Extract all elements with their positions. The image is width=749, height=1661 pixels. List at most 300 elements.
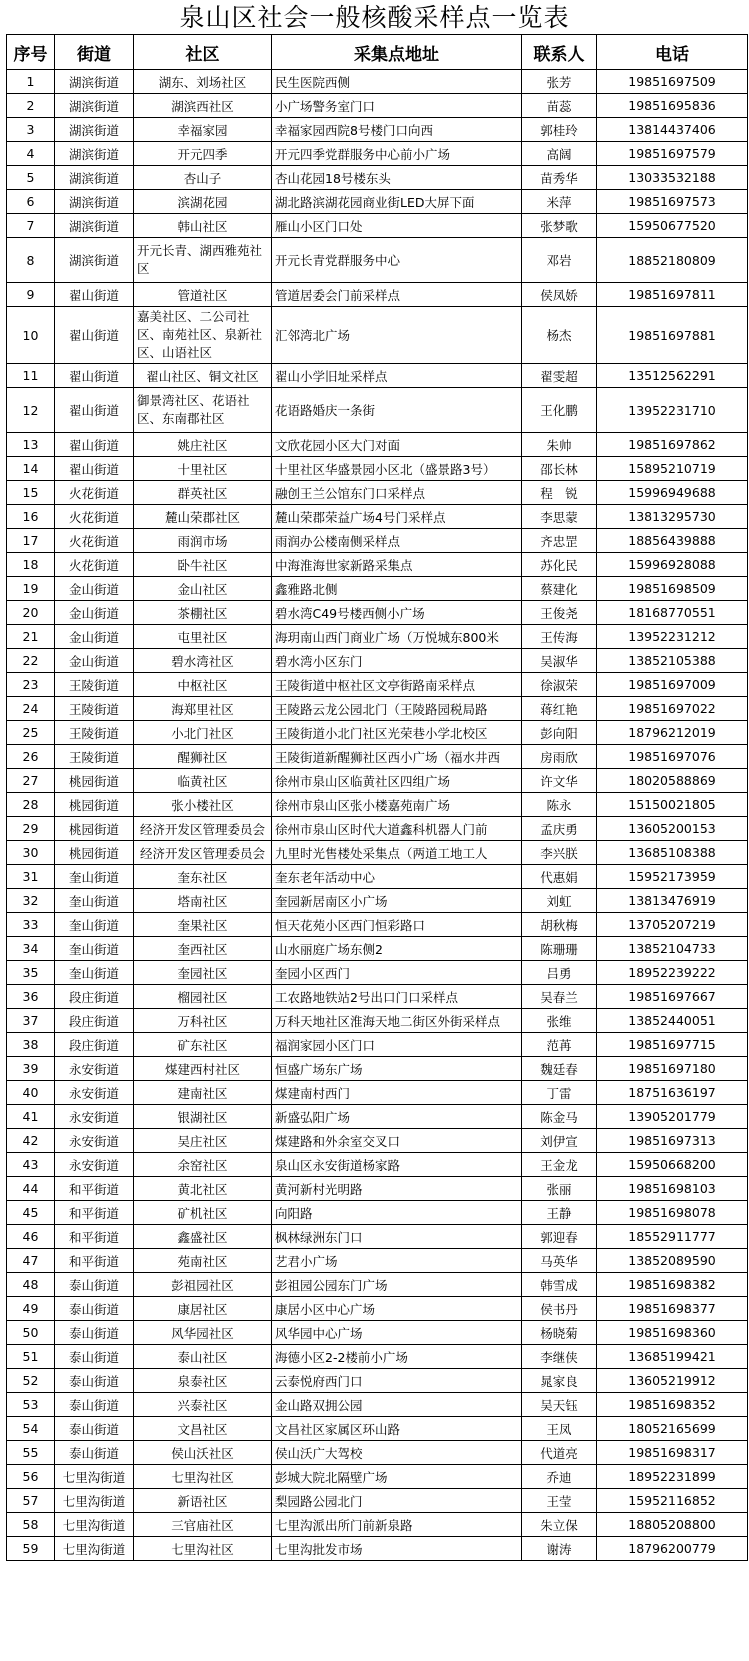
table-row bbox=[7, 649, 748, 673]
table-row bbox=[7, 1441, 748, 1465]
cell-contact: 陈金马 bbox=[522, 1105, 597, 1129]
cell-street: 奎山街道 bbox=[55, 961, 134, 985]
cell-street: 火花街道 bbox=[55, 505, 134, 529]
cell-phone: 18796212019 bbox=[597, 721, 748, 745]
cell-street: 奎山街道 bbox=[55, 937, 134, 961]
cell-contact: 邓岩 bbox=[522, 238, 597, 283]
cell-contact: 陈珊珊 bbox=[522, 937, 597, 961]
cell-phone: 18552911777 bbox=[597, 1225, 748, 1249]
cell-community: 开元四季 bbox=[134, 142, 272, 166]
cell-street: 湖滨街道 bbox=[55, 118, 134, 142]
cell-community: 经济开发区管理委员会 bbox=[134, 841, 272, 865]
cell-phone: 19851698352 bbox=[597, 1393, 748, 1417]
cell-phone: 19851698360 bbox=[597, 1321, 748, 1345]
cell-contact: 胡秋梅 bbox=[522, 913, 597, 937]
table-row bbox=[7, 364, 748, 388]
cell-street: 火花街道 bbox=[55, 481, 134, 505]
cell-phone: 13952231710 bbox=[597, 388, 748, 433]
cell-street: 泰山街道 bbox=[55, 1369, 134, 1393]
table-row bbox=[7, 913, 748, 937]
cell-street: 段庄街道 bbox=[55, 1009, 134, 1033]
cell-no: 48 bbox=[7, 1273, 55, 1297]
cell-no: 35 bbox=[7, 961, 55, 985]
cell-no: 16 bbox=[7, 505, 55, 529]
cell-no: 52 bbox=[7, 1369, 55, 1393]
table-row bbox=[7, 1369, 748, 1393]
cell-no: 36 bbox=[7, 985, 55, 1009]
cell-contact: 李继侠 bbox=[522, 1345, 597, 1369]
cell-phone: 15952116852 bbox=[597, 1489, 748, 1513]
cell-no: 50 bbox=[7, 1321, 55, 1345]
cell-no: 27 bbox=[7, 769, 55, 793]
cell-address: 花语路婚庆一条街 bbox=[272, 388, 522, 433]
cell-address: 文昌社区家属区环山路 bbox=[272, 1417, 522, 1441]
cell-address: 中海淮海世家新路采集点 bbox=[272, 553, 522, 577]
cell-address: 新盛弘阳广场 bbox=[272, 1105, 522, 1129]
cell-phone: 19851697313 bbox=[597, 1129, 748, 1153]
header-phone: 电话 bbox=[597, 35, 748, 70]
cell-street: 桃园街道 bbox=[55, 769, 134, 793]
cell-phone: 19851697022 bbox=[597, 697, 748, 721]
cell-phone: 13852104733 bbox=[597, 937, 748, 961]
cell-address: 王陵街道新醒狮社区西小广场（福水井西 bbox=[272, 745, 522, 769]
cell-phone: 15150021805 bbox=[597, 793, 748, 817]
cell-community: 彭祖园社区 bbox=[134, 1273, 272, 1297]
table-row bbox=[7, 721, 748, 745]
cell-street: 永安街道 bbox=[55, 1129, 134, 1153]
cell-street: 泰山街道 bbox=[55, 1441, 134, 1465]
cell-street: 奎山街道 bbox=[55, 865, 134, 889]
cell-no: 47 bbox=[7, 1249, 55, 1273]
cell-community: 经济开发区管理委员会 bbox=[134, 817, 272, 841]
cell-no: 20 bbox=[7, 601, 55, 625]
cell-phone: 19851697509 bbox=[597, 70, 748, 94]
cell-contact: 蒋红艳 bbox=[522, 697, 597, 721]
cell-phone: 13852440051 bbox=[597, 1009, 748, 1033]
cell-address: 福润家园小区门口 bbox=[272, 1033, 522, 1057]
cell-no: 59 bbox=[7, 1537, 55, 1561]
cell-contact: 蔡建化 bbox=[522, 577, 597, 601]
table-row bbox=[7, 745, 748, 769]
cell-address: 泉山区永安街道杨家路 bbox=[272, 1153, 522, 1177]
cell-community: 风华园社区 bbox=[134, 1321, 272, 1345]
table-row bbox=[7, 1177, 748, 1201]
table-row bbox=[7, 625, 748, 649]
cell-street: 永安街道 bbox=[55, 1105, 134, 1129]
cell-contact: 吕勇 bbox=[522, 961, 597, 985]
cell-contact: 乔迪 bbox=[522, 1465, 597, 1489]
cell-street: 王陵街道 bbox=[55, 697, 134, 721]
cell-phone: 13605200153 bbox=[597, 817, 748, 841]
cell-no: 25 bbox=[7, 721, 55, 745]
cell-phone: 19851697811 bbox=[597, 283, 748, 307]
cell-phone: 13905201779 bbox=[597, 1105, 748, 1129]
cell-community: 塔南社区 bbox=[134, 889, 272, 913]
cell-phone: 13705207219 bbox=[597, 913, 748, 937]
table-row bbox=[7, 577, 748, 601]
cell-phone: 19851697715 bbox=[597, 1033, 748, 1057]
table-row bbox=[7, 1033, 748, 1057]
cell-contact: 高阔 bbox=[522, 142, 597, 166]
cell-contact: 郭迎春 bbox=[522, 1225, 597, 1249]
cell-phone: 19851698382 bbox=[597, 1273, 748, 1297]
cell-address: 开元长青党群服务中心 bbox=[272, 238, 522, 283]
cell-address: 汇邻湾北广场 bbox=[272, 307, 522, 364]
cell-street: 段庄街道 bbox=[55, 1033, 134, 1057]
cell-no: 26 bbox=[7, 745, 55, 769]
cell-contact: 许文华 bbox=[522, 769, 597, 793]
cell-contact: 苏化民 bbox=[522, 553, 597, 577]
cell-phone: 19851697862 bbox=[597, 433, 748, 457]
cell-address: 奎园新居南区小广场 bbox=[272, 889, 522, 913]
table-row bbox=[7, 1057, 748, 1081]
cell-no: 40 bbox=[7, 1081, 55, 1105]
cell-phone: 15996928088 bbox=[597, 553, 748, 577]
cell-phone: 13852105388 bbox=[597, 649, 748, 673]
cell-no: 57 bbox=[7, 1489, 55, 1513]
cell-community: 文昌社区 bbox=[134, 1417, 272, 1441]
cell-phone: 19851697009 bbox=[597, 673, 748, 697]
table-row bbox=[7, 1105, 748, 1129]
cell-community: 屯里社区 bbox=[134, 625, 272, 649]
cell-contact: 魏廷春 bbox=[522, 1057, 597, 1081]
cell-street: 湖滨街道 bbox=[55, 166, 134, 190]
header-street: 街道 bbox=[55, 35, 134, 70]
cell-address: 翟山小学旧址采样点 bbox=[272, 364, 522, 388]
cell-community: 新语社区 bbox=[134, 1489, 272, 1513]
cell-address: 民生医院西侧 bbox=[272, 70, 522, 94]
table-row bbox=[7, 283, 748, 307]
cell-community: 翟山社区、铜文社区 bbox=[134, 364, 272, 388]
cell-contact: 范苒 bbox=[522, 1033, 597, 1057]
cell-address: 十里社区华盛景园小区北（盛景路3号） bbox=[272, 457, 522, 481]
cell-address: 山水丽庭广场东侧2 bbox=[272, 937, 522, 961]
cell-no: 4 bbox=[7, 142, 55, 166]
cell-street: 永安街道 bbox=[55, 1153, 134, 1177]
cell-address: 湖北路滨湖花园商业街LED大屏下面 bbox=[272, 190, 522, 214]
cell-street: 桃园街道 bbox=[55, 817, 134, 841]
table-row bbox=[7, 457, 748, 481]
cell-phone: 13605219912 bbox=[597, 1369, 748, 1393]
cell-no: 2 bbox=[7, 94, 55, 118]
cell-address: 碧水湾C49号楼西侧小广场 bbox=[272, 601, 522, 625]
cell-phone: 18852180809 bbox=[597, 238, 748, 283]
table-row bbox=[7, 1273, 748, 1297]
cell-phone: 19851698103 bbox=[597, 1177, 748, 1201]
cell-street: 永安街道 bbox=[55, 1081, 134, 1105]
cell-community: 湖滨西社区 bbox=[134, 94, 272, 118]
cell-contact: 晁家良 bbox=[522, 1369, 597, 1393]
table-header-row bbox=[7, 35, 748, 70]
cell-contact: 马英华 bbox=[522, 1249, 597, 1273]
table-row bbox=[7, 166, 748, 190]
cell-contact: 刘虹 bbox=[522, 889, 597, 913]
cell-street: 段庄街道 bbox=[55, 985, 134, 1009]
cell-no: 17 bbox=[7, 529, 55, 553]
cell-community: 侯山沃社区 bbox=[134, 1441, 272, 1465]
table-row bbox=[7, 817, 748, 841]
cell-contact: 张芳 bbox=[522, 70, 597, 94]
cell-no: 3 bbox=[7, 118, 55, 142]
cell-phone: 18168770551 bbox=[597, 601, 748, 625]
cell-phone: 13512562291 bbox=[597, 364, 748, 388]
cell-no: 56 bbox=[7, 1465, 55, 1489]
cell-address: 王陵街道中枢社区文亭街路南采样点 bbox=[272, 673, 522, 697]
cell-street: 桃园街道 bbox=[55, 793, 134, 817]
cell-street: 金山街道 bbox=[55, 577, 134, 601]
cell-address: 康居小区中心广场 bbox=[272, 1297, 522, 1321]
table-row bbox=[7, 889, 748, 913]
table-row bbox=[7, 1417, 748, 1441]
cell-no: 39 bbox=[7, 1057, 55, 1081]
cell-no: 11 bbox=[7, 364, 55, 388]
cell-address: 七里沟派出所门前新泉路 bbox=[272, 1513, 522, 1537]
cell-community: 杏山子 bbox=[134, 166, 272, 190]
cell-street: 金山街道 bbox=[55, 601, 134, 625]
cell-address: 雨润办公楼南侧采样点 bbox=[272, 529, 522, 553]
cell-address: 徐州市泉山区临黄社区四组广场 bbox=[272, 769, 522, 793]
cell-community: 韩山社区 bbox=[134, 214, 272, 238]
cell-community: 矿机社区 bbox=[134, 1201, 272, 1225]
cell-phone: 13685108388 bbox=[597, 841, 748, 865]
cell-no: 19 bbox=[7, 577, 55, 601]
cell-street: 金山街道 bbox=[55, 625, 134, 649]
table-row bbox=[7, 1321, 748, 1345]
table-row bbox=[7, 1009, 748, 1033]
cell-community: 茶棚社区 bbox=[134, 601, 272, 625]
table-row bbox=[7, 1465, 748, 1489]
table-row bbox=[7, 1153, 748, 1177]
cell-contact: 代道亮 bbox=[522, 1441, 597, 1465]
cell-no: 33 bbox=[7, 913, 55, 937]
cell-contact: 王静 bbox=[522, 1201, 597, 1225]
cell-street: 湖滨街道 bbox=[55, 190, 134, 214]
cell-address: 幸福家园西院8号楼门口向西 bbox=[272, 118, 522, 142]
page-title: 泉山区社会一般核酸采样点一览表 bbox=[179, 3, 570, 32]
cell-phone: 19851697579 bbox=[597, 142, 748, 166]
table-row bbox=[7, 388, 748, 433]
cell-phone: 19851697881 bbox=[597, 307, 748, 364]
cell-address: 海德小区2-2楼前小广场 bbox=[272, 1345, 522, 1369]
cell-no: 28 bbox=[7, 793, 55, 817]
cell-street: 奎山街道 bbox=[55, 913, 134, 937]
cell-community: 煤建西村社区 bbox=[134, 1057, 272, 1081]
cell-community: 麓山荣郡社区 bbox=[134, 505, 272, 529]
cell-address: 恒天花苑小区西门恒彩路口 bbox=[272, 913, 522, 937]
cell-community: 幸福家园 bbox=[134, 118, 272, 142]
cell-street: 湖滨街道 bbox=[55, 94, 134, 118]
cell-community: 卧牛社区 bbox=[134, 553, 272, 577]
table-row bbox=[7, 529, 748, 553]
cell-community: 七里沟社区 bbox=[134, 1465, 272, 1489]
cell-no: 38 bbox=[7, 1033, 55, 1057]
cell-phone: 13685199421 bbox=[597, 1345, 748, 1369]
cell-address: 枫林绿洲东门口 bbox=[272, 1225, 522, 1249]
table-row bbox=[7, 769, 748, 793]
cell-community: 鑫盛社区 bbox=[134, 1225, 272, 1249]
table-row bbox=[7, 1513, 748, 1537]
cell-community: 榴园社区 bbox=[134, 985, 272, 1009]
cell-no: 53 bbox=[7, 1393, 55, 1417]
cell-no: 9 bbox=[7, 283, 55, 307]
cell-address: 王陵路云龙公园北门（王陵路园税局路 bbox=[272, 697, 522, 721]
cell-no: 51 bbox=[7, 1345, 55, 1369]
cell-community: 御景湾社区、花语社区、东南郡社区 bbox=[134, 388, 272, 433]
table-row bbox=[7, 1129, 748, 1153]
cell-contact: 谢涛 bbox=[522, 1537, 597, 1561]
cell-phone: 15952173959 bbox=[597, 865, 748, 889]
cell-address: 七里沟批发市场 bbox=[272, 1537, 522, 1561]
cell-no: 1 bbox=[7, 70, 55, 94]
cell-street: 七里沟街道 bbox=[55, 1465, 134, 1489]
cell-phone: 13813295730 bbox=[597, 505, 748, 529]
cell-street: 七里沟街道 bbox=[55, 1537, 134, 1561]
table-row bbox=[7, 1201, 748, 1225]
cell-no: 55 bbox=[7, 1441, 55, 1465]
cell-address: 彭城大院北隔壁广场 bbox=[272, 1465, 522, 1489]
cell-no: 41 bbox=[7, 1105, 55, 1129]
cell-address: 文欣花园小区大门对面 bbox=[272, 433, 522, 457]
header-address: 采集点地址 bbox=[272, 35, 522, 70]
cell-contact: 刘伊宣 bbox=[522, 1129, 597, 1153]
cell-community: 湖东、刘场社区 bbox=[134, 70, 272, 94]
table-row bbox=[7, 1537, 748, 1561]
cell-contact: 朱立保 bbox=[522, 1513, 597, 1537]
cell-contact: 王传海 bbox=[522, 625, 597, 649]
cell-contact: 王俊尧 bbox=[522, 601, 597, 625]
cell-street: 和平街道 bbox=[55, 1249, 134, 1273]
cell-phone: 18805208800 bbox=[597, 1513, 748, 1537]
sampling-points-table bbox=[6, 34, 748, 1561]
cell-community: 吴庄社区 bbox=[134, 1129, 272, 1153]
cell-contact: 杨杰 bbox=[522, 307, 597, 364]
cell-phone: 13852089590 bbox=[597, 1249, 748, 1273]
cell-address: 麓山荣郡荣益广场4号门采样点 bbox=[272, 505, 522, 529]
cell-address: 雁山小区门口处 bbox=[272, 214, 522, 238]
cell-address: 王陵街道小北门社区光荣巷小学北校区 bbox=[272, 721, 522, 745]
cell-street: 湖滨街道 bbox=[55, 142, 134, 166]
cell-community: 苑南社区 bbox=[134, 1249, 272, 1273]
cell-contact: 李思蒙 bbox=[522, 505, 597, 529]
cell-no: 18 bbox=[7, 553, 55, 577]
cell-street: 湖滨街道 bbox=[55, 238, 134, 283]
cell-contact: 房雨欣 bbox=[522, 745, 597, 769]
cell-contact: 王凤 bbox=[522, 1417, 597, 1441]
cell-phone: 18952239222 bbox=[597, 961, 748, 985]
cell-street: 金山街道 bbox=[55, 649, 134, 673]
cell-address: 融创王兰公馆东门口采样点 bbox=[272, 481, 522, 505]
cell-street: 和平街道 bbox=[55, 1201, 134, 1225]
cell-address: 杏山花园18号楼东头 bbox=[272, 166, 522, 190]
cell-street: 七里沟街道 bbox=[55, 1513, 134, 1537]
table-row bbox=[7, 961, 748, 985]
cell-community: 群英社区 bbox=[134, 481, 272, 505]
header-contact: 联系人 bbox=[522, 35, 597, 70]
cell-community: 小北门社区 bbox=[134, 721, 272, 745]
cell-street: 翟山街道 bbox=[55, 433, 134, 457]
cell-street: 湖滨街道 bbox=[55, 70, 134, 94]
cell-community: 金山社区 bbox=[134, 577, 272, 601]
cell-phone: 19851697180 bbox=[597, 1057, 748, 1081]
cell-street: 和平街道 bbox=[55, 1225, 134, 1249]
cell-contact: 侯书丹 bbox=[522, 1297, 597, 1321]
cell-address: 恒盛广场东广场 bbox=[272, 1057, 522, 1081]
cell-street: 火花街道 bbox=[55, 553, 134, 577]
cell-street: 火花街道 bbox=[55, 529, 134, 553]
cell-no: 29 bbox=[7, 817, 55, 841]
cell-street: 泰山街道 bbox=[55, 1273, 134, 1297]
cell-contact: 丁雷 bbox=[522, 1081, 597, 1105]
cell-phone: 18856439888 bbox=[597, 529, 748, 553]
cell-no: 44 bbox=[7, 1177, 55, 1201]
cell-street: 泰山街道 bbox=[55, 1297, 134, 1321]
cell-community: 奎东社区 bbox=[134, 865, 272, 889]
cell-no: 32 bbox=[7, 889, 55, 913]
cell-address: 艺君小广场 bbox=[272, 1249, 522, 1273]
cell-address: 管道居委会门前采样点 bbox=[272, 283, 522, 307]
table-row bbox=[7, 1249, 748, 1273]
cell-community: 临黄社区 bbox=[134, 769, 272, 793]
cell-no: 12 bbox=[7, 388, 55, 433]
cell-no: 13 bbox=[7, 433, 55, 457]
table-row bbox=[7, 433, 748, 457]
cell-community: 七里沟社区 bbox=[134, 1537, 272, 1561]
cell-community: 雨润市场 bbox=[134, 529, 272, 553]
cell-address: 云泰悦府西门口 bbox=[272, 1369, 522, 1393]
cell-contact: 程 锐 bbox=[522, 481, 597, 505]
table-row bbox=[7, 1489, 748, 1513]
cell-phone: 18796200779 bbox=[597, 1537, 748, 1561]
cell-address: 向阳路 bbox=[272, 1201, 522, 1225]
cell-contact: 代惠娟 bbox=[522, 865, 597, 889]
table-row bbox=[7, 553, 748, 577]
cell-street: 翟山街道 bbox=[55, 457, 134, 481]
table-row bbox=[7, 190, 748, 214]
table-row bbox=[7, 1393, 748, 1417]
cell-community: 碧水湾社区 bbox=[134, 649, 272, 673]
cell-no: 37 bbox=[7, 1009, 55, 1033]
cell-contact: 米萍 bbox=[522, 190, 597, 214]
cell-contact: 张丽 bbox=[522, 1177, 597, 1201]
cell-phone: 15996949688 bbox=[597, 481, 748, 505]
cell-phone: 18052165699 bbox=[597, 1417, 748, 1441]
cell-address: 奎东老年活动中心 bbox=[272, 865, 522, 889]
cell-community: 十里社区 bbox=[134, 457, 272, 481]
cell-street: 泰山街道 bbox=[55, 1417, 134, 1441]
cell-phone: 15950677520 bbox=[597, 214, 748, 238]
cell-street: 和平街道 bbox=[55, 1177, 134, 1201]
table-row bbox=[7, 793, 748, 817]
cell-no: 54 bbox=[7, 1417, 55, 1441]
header-community: 社区 bbox=[134, 35, 272, 70]
cell-no: 21 bbox=[7, 625, 55, 649]
cell-no: 42 bbox=[7, 1129, 55, 1153]
cell-community: 三官庙社区 bbox=[134, 1513, 272, 1537]
cell-address: 奎园小区西门 bbox=[272, 961, 522, 985]
cell-community: 泉泰社区 bbox=[134, 1369, 272, 1393]
cell-contact: 王金龙 bbox=[522, 1153, 597, 1177]
cell-contact: 苗蕊 bbox=[522, 94, 597, 118]
table-row bbox=[7, 214, 748, 238]
cell-address: 煤建路和外余室交叉口 bbox=[272, 1129, 522, 1153]
cell-street: 永安街道 bbox=[55, 1057, 134, 1081]
cell-street: 翟山街道 bbox=[55, 307, 134, 364]
table-row bbox=[7, 70, 748, 94]
cell-no: 49 bbox=[7, 1297, 55, 1321]
cell-no: 43 bbox=[7, 1153, 55, 1177]
cell-community: 中枢社区 bbox=[134, 673, 272, 697]
cell-street: 翟山街道 bbox=[55, 283, 134, 307]
